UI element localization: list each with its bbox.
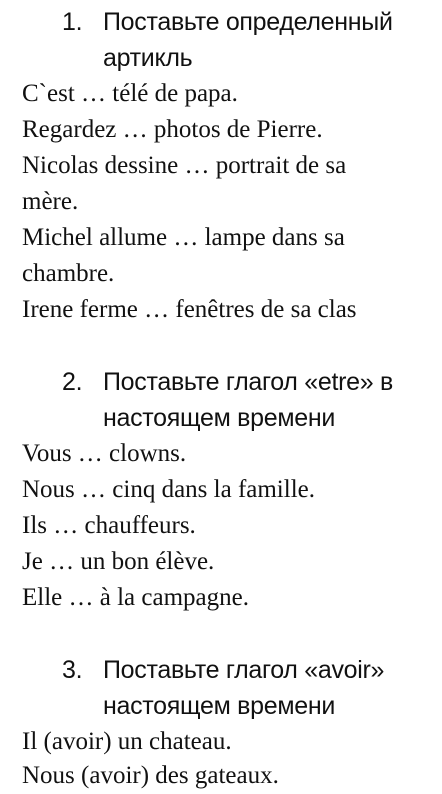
exercise-line: Michel allume … lampe dans sa — [22, 224, 345, 251]
section-1-number: 1. — [62, 8, 83, 36]
section-1-title-line2: артикль — [103, 44, 193, 72]
section-3-title-line1: Поставьте глагол «avoir» — [103, 656, 385, 684]
exercise-line: Ils … chauffeurs. — [22, 512, 196, 539]
exercise-line: mère. — [22, 188, 79, 215]
section-2-title-line2: настоящем времени — [103, 404, 335, 432]
section-2-number: 2. — [62, 368, 83, 396]
exercise-line: Elle … à la campagne. — [22, 584, 249, 611]
exercise-line: Regardez … photos de Pierre. — [22, 116, 323, 143]
exercise-line: Il (avoir) un chateau. — [22, 728, 232, 755]
exercise-line: Irene ferme … fenêtres de sa clas — [22, 296, 357, 323]
exercise-line: Nous (avoir) des gateaux. — [22, 762, 279, 789]
exercise-line: Nicolas dessine … portrait de sa — [22, 152, 347, 179]
exercise-line: C`est … télé de papa. — [22, 80, 238, 107]
section-1-title-line1: Поставьте определенный — [103, 8, 393, 36]
section-3-number: 3. — [62, 656, 83, 684]
exercise-line: Je … un bon élève. — [22, 548, 215, 575]
section-3-title-line2: настоящем времени — [103, 692, 335, 720]
exercise-line: Vous … clowns. — [22, 440, 187, 467]
exercise-line: chambre. — [22, 260, 115, 287]
section-2-title-line1: Поставьте глагол «etre» в — [103, 368, 393, 396]
exercise-line: Nous … cinq dans la famille. — [22, 476, 315, 503]
